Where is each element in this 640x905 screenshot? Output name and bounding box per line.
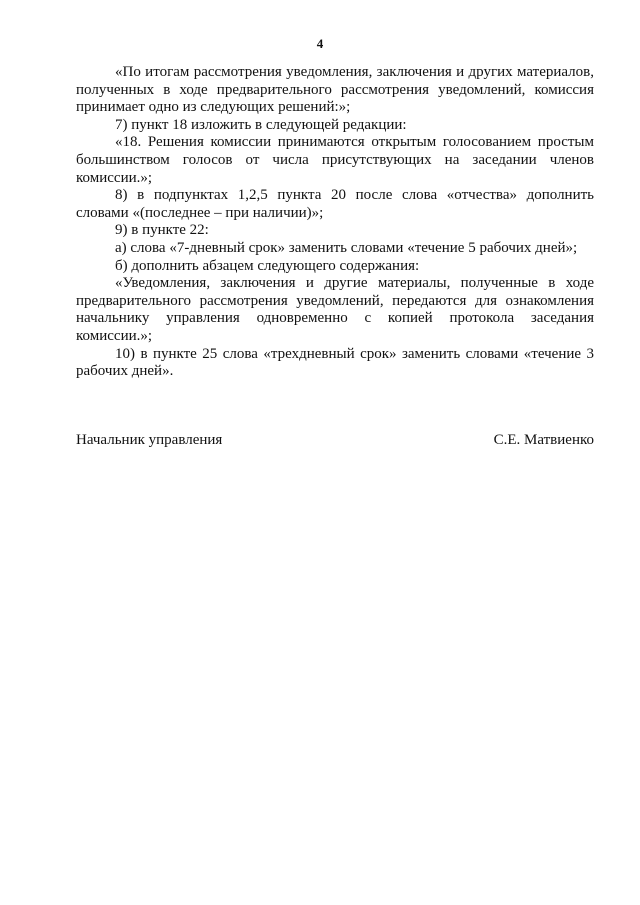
paragraph-item-9: 9) в пункте 22: — [115, 222, 209, 239]
paragraph-added-text: «Уведомления, заключения и другие материалы, полученные в ходе предварительного рассмотрения уведомлений, передаются для ознакомления начальнику управления одновременно с копией протокола заседания комиссии.»; — [76, 275, 594, 344]
page-number: 4 — [316, 36, 324, 51]
paragraph-item-8: 8) в подпунктах 1,2,5 пункта 20 после слова «отчества» дополнить словами «(последнее – при наличии)»; — [76, 187, 594, 221]
document-body — [76, 64, 594, 381]
paragraph-item-18-text: «18. Решения комиссии принимаются открытым голосованием простым большинством голосов от числа присутствующих на заседании членов комиссии.»; — [76, 134, 594, 186]
paragraph-decision-intro: «По итогам рассмотрения уведомления, заключения и других материалов, полученных в ходе предварительного рассмотрения уведомлений, комиссия принимает одно из следующих решений:»; — [76, 64, 594, 116]
paragraph-item-9a: а) слова «7-дневный срок» заменить словами «течение 5 рабочих дней»; — [115, 239, 578, 256]
signature-block — [76, 431, 594, 449]
signature-position: Начальник управления — [76, 432, 223, 448]
paragraph-item-7: 7) пункт 18 изложить в следующей редакции: — [115, 116, 407, 133]
paragraph-item-9b: б) дополнить абзацем следующего содержания: — [115, 257, 420, 274]
signature-name: С.Е. Матвиенко — [493, 432, 594, 448]
paragraph-item-10: 10) в пункте 25 слова «трехдневный срок» заменить словами «течение 3 рабочих дней». — [76, 345, 594, 380]
